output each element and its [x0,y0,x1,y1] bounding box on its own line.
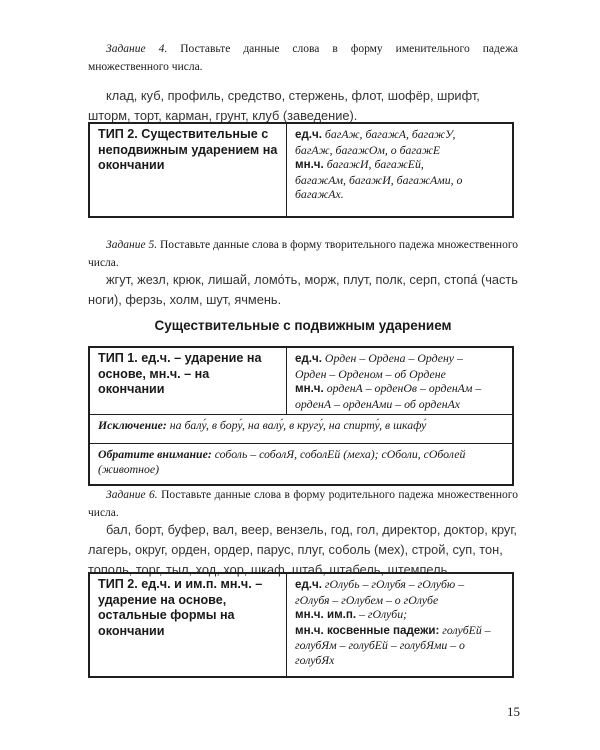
task-6-words: бал, борт, буфер, вал, веер, вензель, год, гол, директор, доктор, круг, лагерь, округ, орден, ордер, парус, плуг, соболь (мех), строй, суп, тон, тополь, торг, тыл, ход, хор, шкаф, штаб, штабель, штемпель. [88,522,517,577]
task-6-label: Задание 6. [106,489,158,501]
rule-box-type2-fixed [88,122,514,218]
task-5 [88,236,518,272]
rule-box-2-examples: ед.ч. Орден – Ордена – Ордену – Орден – Орденом – об Ордене мн.ч. орденА – орденОв – орденАм – орденА – орденАми – об орденАх [287,347,514,415]
rule-box-2-heading: ТИП 1. ед.ч. – ударение на основе, мн.ч. – на окончании [89,347,287,415]
task-6-text: Поставьте данные слова в форму родительного падежа множественного числа. [88,489,518,519]
rule-box-1-heading: ТИП 2. Существительные с неподвижным ударением на окончании [89,123,287,217]
task-6 [88,486,518,522]
page-number: 15 [507,704,520,719]
rule-box-1-examples: ед.ч. багАж, багажА, багажУ, багАж, багажОм, о багажЕ мн.ч. багажИ, багажЕй, багажАм, багажИ, багажАми, о багажАх. [287,123,514,217]
rule-box-type1-mobile [88,346,514,486]
task-4 [88,40,518,76]
task-5-words: жгут, жезл, крюк, лишай, ломо́ть, морж, плут, полк, серп, стопа́ (часть ноги), ферзь, холм, шут, ячмень. [88,272,518,307]
rule-box-type2-mobile [88,572,514,678]
note-label: Обратите внимание: [98,447,212,461]
exception-label: Исключение: [98,418,167,432]
rule-box-3-heading: ТИП 2. ед.ч. и им.п. мн.ч. – ударение на основе, остальные формы на окончании [89,573,287,677]
rule-box-3-examples: ед.ч. гОлубь – гОлубя – гОлубю – гОлубя – гОлубем – о гОлубе мн.ч. им.п. – гОлуби; мн.ч. косвенные падежи: голубЕй – голубЯм – голубЕй – голубЯми – о голубЯх [287,573,514,677]
rule-box-2-note: Обратите внимание: соболь – соболЯ, соболЕй (меха); сОболи, сОболей (животное) [89,444,513,486]
section-title: Существительные с подвижным ударением [154,318,452,333]
task-5-label: Задание 5. [106,239,158,251]
rule-box-2-exception: Исключение: на балу́, в бору́, на валу́, в кругу́, на спирту́, в шкафу́ [89,415,513,444]
task-5-text: Поставьте данные слова в форму творительного падежа множественного числа. [88,239,519,269]
task-4-label: Задание 4. [106,43,168,55]
task-4-text: Поставьте данные слова в форму именительного падежа множественного числа. [88,43,518,73]
task-4-words: клад, куб, профиль, средство, стержень, флот, шофёр, шрифт, шторм, торт, карман, грунт, клуб (заведение). [88,88,480,123]
